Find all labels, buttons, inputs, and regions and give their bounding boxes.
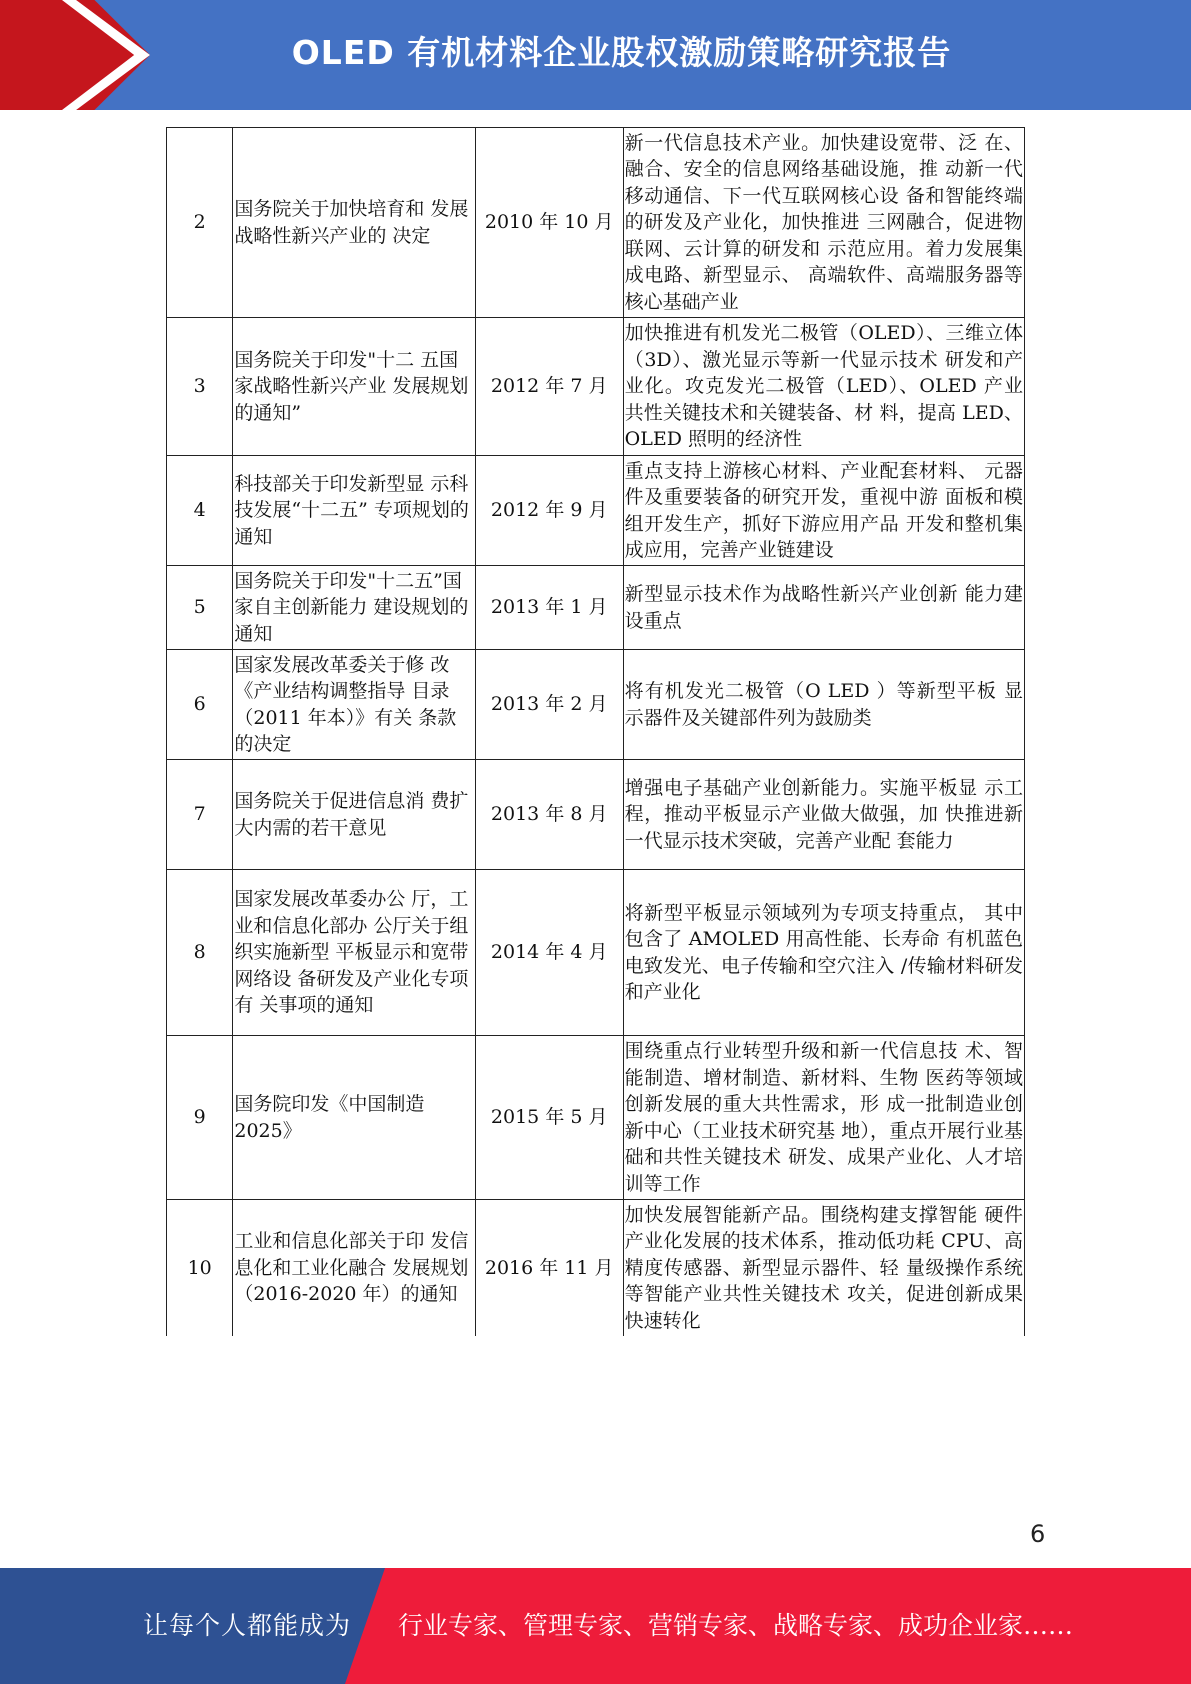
table-row xyxy=(167,566,1025,650)
policy-name: 国家发展改革委办公 厅，工业和信息化部办 公厅关于组织实施新型 平板显示和宽带网络设 备研发及产业化专项有 关事项的通知 xyxy=(233,870,475,1036)
policy-name: 国务院关于印发"十二五”国家自主创新能力 建设规划的通知 xyxy=(233,566,475,650)
table-row xyxy=(167,318,1025,456)
policy-content: 加快推进有机发光二极管（OLED）、三维立体（3D）、激光显示等新一代显示技术 研发和产业化。攻克发光二极管（LED）、OLED 产业共性关键技术和关键装备、材 料，提高 LED、OLED 照明的经济性 xyxy=(623,318,1024,456)
table-row xyxy=(167,870,1025,1036)
footer-slogan-left: 让每个人都能成为 xyxy=(143,1611,352,1640)
row-number: 10 xyxy=(167,1200,233,1336)
table-row xyxy=(167,760,1025,870)
policy-name: 国务院关于印发"十二 五国家战略性新兴产业 发展规划的通知” xyxy=(233,318,475,456)
policy-name: 国务院关于加快培育和 发展战略性新兴产业的 决定 xyxy=(233,128,475,318)
policy-content: 新一代信息技术产业。加快建设宽带、泛 在、融合、安全的信息网络基础设施，推 动新一代移动通信、下一代互联网核心设 备和智能终端的研发及产业化，加快推进 三网融合，促进物联网、云计算的研发和 示范应用。着力发展集成电路、新型显示、 高端软件、高端服务器等核心基础产业 xyxy=(623,128,1024,318)
row-number: 9 xyxy=(167,1036,233,1200)
policy-content: 重点支持上游核心材料、产业配套材料、 元器件及重要装备的研究开发，重视中游 面板和模组开发生产，抓好下游应用产品 开发和整机集成应用，完善产业链建设 xyxy=(623,456,1024,566)
table-row xyxy=(167,1036,1025,1200)
policy-name: 工业和信息化部关于印 发信息化和工业化融合 发展规划（2016-2020 年）的通知 xyxy=(233,1200,475,1336)
policy-content: 将有机发光二极管（O LED ）等新型平板 显示器件及关键部件列为鼓励类 xyxy=(623,650,1024,760)
policy-table xyxy=(166,127,1025,1336)
policy-date: 2012 年 7 月 xyxy=(475,318,623,456)
policy-date: 2016 年 11 月 xyxy=(475,1200,623,1336)
policy-name: 国务院关于促进信息消 费扩大内需的若干意见 xyxy=(233,760,475,870)
policy-name: 国务院印发《中国制造 2025》 xyxy=(233,1036,475,1200)
policy-content: 加快发展智能新产品。围绕构建支撑智能 硬件产业化发展的技术体系，推动低功耗 CPU、高精度传感器、新型显示器件、轻 量级操作系统等智能产业共性关键技术 攻关，促进创新成果快速转化 xyxy=(623,1200,1024,1336)
footer-slogan-right: 行业专家、管理专家、营销专家、战略专家、成功企业家…… xyxy=(398,1611,1074,1640)
row-number: 6 xyxy=(167,650,233,760)
policy-date: 2013 年 1 月 xyxy=(475,566,623,650)
table-row xyxy=(167,456,1025,566)
policy-name: 国家发展改革委关于修 改《产业结构调整指导 目录（2011 年本）》有关 条款的决定 xyxy=(233,650,475,760)
policy-date: 2013 年 8 月 xyxy=(475,760,623,870)
policy-name: 科技部关于印发新型显 示科技发展“十二五” 专项规划的通知 xyxy=(233,456,475,566)
header-banner xyxy=(0,0,1191,110)
policy-content: 将新型平板显示领域列为专项支持重点， 其中包含了 AMOLED 用高性能、长寿命 有机蓝色电致发光、电子传输和空穴注入 /传输材料研发和产业化 xyxy=(623,870,1024,1036)
row-number: 5 xyxy=(167,566,233,650)
policy-date: 2013 年 2 月 xyxy=(475,650,623,760)
table-row xyxy=(167,128,1025,318)
policy-date: 2014 年 4 月 xyxy=(475,870,623,1036)
row-number: 2 xyxy=(167,128,233,318)
page-number: 6 xyxy=(1030,1520,1046,1548)
policy-content: 新型显示技术作为战略性新兴产业创新 能力建设重点 xyxy=(623,566,1024,650)
report-title: OLED 有机材料企业股权激励策略研究报告 xyxy=(291,33,952,72)
row-number: 8 xyxy=(167,870,233,1036)
policy-date: 2012 年 9 月 xyxy=(475,456,623,566)
footer-banner xyxy=(0,1568,1191,1684)
row-number: 3 xyxy=(167,318,233,456)
policy-date: 2010 年 10 月 xyxy=(475,128,623,318)
policy-content: 围绕重点行业转型升级和新一代信息技 术、智能制造、增材制造、新材料、生物 医药等领域创新发展的重大共性需求，形 成一批制造业创新中心（工业技术研究基 地），重点开展行业基础和共性关键技术 研发、成果产业化、人才培训等工作 xyxy=(623,1036,1024,1200)
policy-date: 2015 年 5 月 xyxy=(475,1036,623,1200)
row-number: 4 xyxy=(167,456,233,566)
table-row xyxy=(167,1200,1025,1336)
policy-content: 增强电子基础产业创新能力。实施平板显 示工程，推动平板显示产业做大做强，加 快推进新一代显示技术突破，完善产业配 套能力 xyxy=(623,760,1024,870)
table-row xyxy=(167,650,1025,760)
row-number: 7 xyxy=(167,760,233,870)
